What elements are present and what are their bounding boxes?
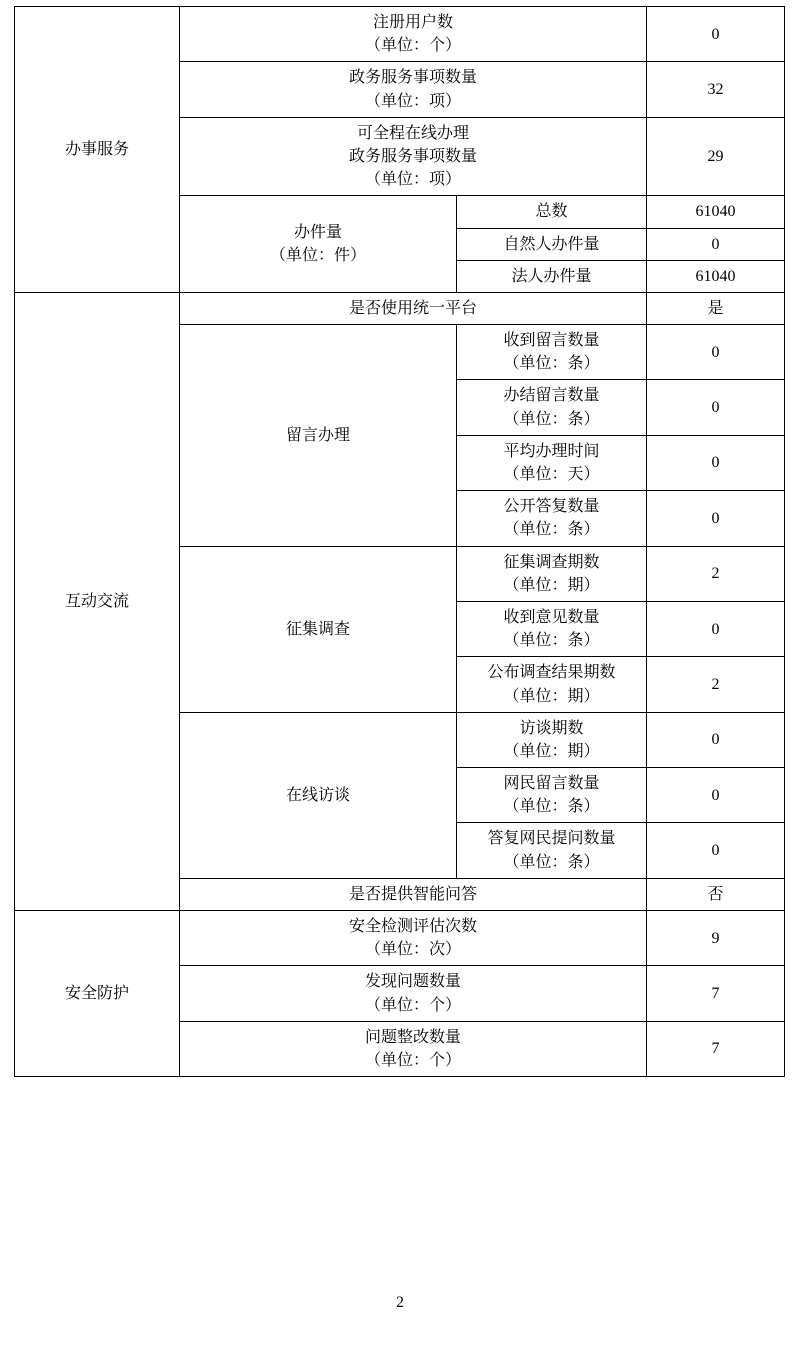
item-cell-survey: 征集调查	[180, 546, 457, 712]
value-cell: 0	[647, 823, 785, 878]
sub-item-survey-periods	[457, 546, 647, 601]
sub-label: 征集调查期数	[503, 553, 600, 571]
item-unit: （单位：个）	[364, 37, 461, 55]
value-cell: 61040	[647, 260, 785, 292]
document-page	[0, 6, 800, 1354]
sub-item-public-replies	[457, 491, 647, 546]
value-cell: 61040	[647, 196, 785, 228]
item-cell-issues-found	[180, 966, 647, 1021]
value-cell: 0	[647, 435, 785, 490]
value-cell: 2	[647, 657, 785, 712]
sub-label: 公布调查结果期数	[487, 664, 616, 682]
item-label: 发现问题数量	[364, 973, 461, 991]
sub-label: 访谈期数	[519, 719, 584, 737]
item-cell-online-service-items	[180, 117, 647, 196]
sub-label: 答复网民提问数量	[487, 830, 616, 848]
value-cell: 0	[647, 768, 785, 823]
value-cell: 是	[647, 292, 785, 324]
sub-item-netizen-messages	[457, 768, 647, 823]
sub-item-interview-periods	[457, 712, 647, 767]
item-unit: （单位：项）	[364, 92, 461, 110]
sub-label: 收到意见数量	[503, 608, 600, 626]
value-cell: 0	[647, 325, 785, 380]
item-label: 注册用户数	[372, 14, 453, 31]
annual-report-table	[14, 6, 785, 1077]
table-row	[15, 292, 785, 324]
value-cell: 32	[647, 62, 785, 117]
value-cell: 0	[647, 7, 785, 62]
item-cell-smart-qa: 是否提供智能问答	[180, 878, 647, 910]
page-number: 2	[396, 1294, 404, 1311]
sub-item-messages-completed	[457, 380, 647, 435]
value-cell: 7	[647, 966, 785, 1021]
item-unit: （单位：个）	[364, 996, 461, 1014]
category-cell-security: 安全防护	[15, 911, 180, 1077]
sub-unit: （单位：条）	[503, 410, 600, 428]
item-label-line2: 政务服务事项数量	[348, 147, 477, 165]
value-cell: 2	[647, 546, 785, 601]
sub-item-netizen-replies	[457, 823, 647, 878]
item-cell-message-handling: 留言办理	[180, 325, 457, 547]
sub-unit: （单位：条）	[503, 355, 600, 373]
value-cell: 0	[647, 712, 785, 767]
item-cell-security-assessments	[180, 911, 647, 966]
value-cell: 0	[647, 601, 785, 656]
sub-unit: （单位：天）	[503, 466, 600, 483]
item-label: 问题整改数量	[364, 1028, 461, 1046]
sub-label: 平均办理时间	[503, 442, 600, 460]
sub-unit: （单位：期）	[503, 742, 600, 760]
table-row	[15, 911, 785, 966]
item-unit: （单位：个）	[364, 1051, 461, 1069]
value-cell: 0	[647, 491, 785, 546]
value-cell: 否	[647, 878, 785, 910]
sub-unit: （单位：条）	[503, 521, 600, 539]
value-cell: 29	[647, 117, 785, 196]
category-cell-service: 办事服务	[15, 7, 180, 293]
item-unit: （单位：次）	[364, 941, 461, 959]
sub-item-opinions-received	[457, 601, 647, 656]
sub-unit: （单位：期）	[503, 576, 600, 594]
item-label: 办件量	[293, 223, 342, 241]
item-label: 安全检测评估次数	[348, 918, 477, 935]
sub-item-legal-person: 法人办件量	[457, 260, 647, 292]
item-label: 政务服务事项数量	[348, 69, 477, 87]
item-cell-service-items	[180, 62, 647, 117]
sub-item-natural-person: 自然人办件量	[457, 228, 647, 260]
item-cell-case-volume	[180, 196, 457, 293]
sub-label: 收到留言数量	[503, 332, 600, 350]
sub-item-total: 总数	[457, 196, 647, 228]
item-cell-online-interview: 在线访谈	[180, 712, 457, 878]
sub-unit: （单位：条）	[503, 853, 600, 871]
item-cell-unified-platform: 是否使用统一平台	[180, 292, 647, 324]
sub-label: 网民留言数量	[503, 775, 600, 793]
value-cell: 7	[647, 1021, 785, 1076]
sub-item-average-handling-time	[457, 435, 647, 490]
sub-label: 公开答复数量	[503, 498, 600, 516]
sub-label: 办结留言数量	[503, 387, 600, 405]
value-cell: 0	[647, 228, 785, 260]
sub-unit: （单位：条）	[503, 798, 600, 816]
category-cell-interaction: 互动交流	[15, 292, 180, 910]
item-unit: （单位：件）	[269, 247, 366, 265]
item-label-line1: 可全程在线办理	[356, 124, 469, 142]
table-row	[15, 7, 785, 62]
item-cell-issues-fixed	[180, 1021, 647, 1076]
value-cell: 0	[647, 380, 785, 435]
item-cell-registered-users	[180, 7, 647, 62]
item-unit: （单位：项）	[364, 171, 461, 189]
sub-unit: （单位：期）	[503, 687, 600, 705]
value-cell: 9	[647, 911, 785, 966]
sub-unit: （单位：条）	[503, 632, 600, 650]
sub-item-published-results	[457, 657, 647, 712]
sub-item-messages-received	[457, 325, 647, 380]
